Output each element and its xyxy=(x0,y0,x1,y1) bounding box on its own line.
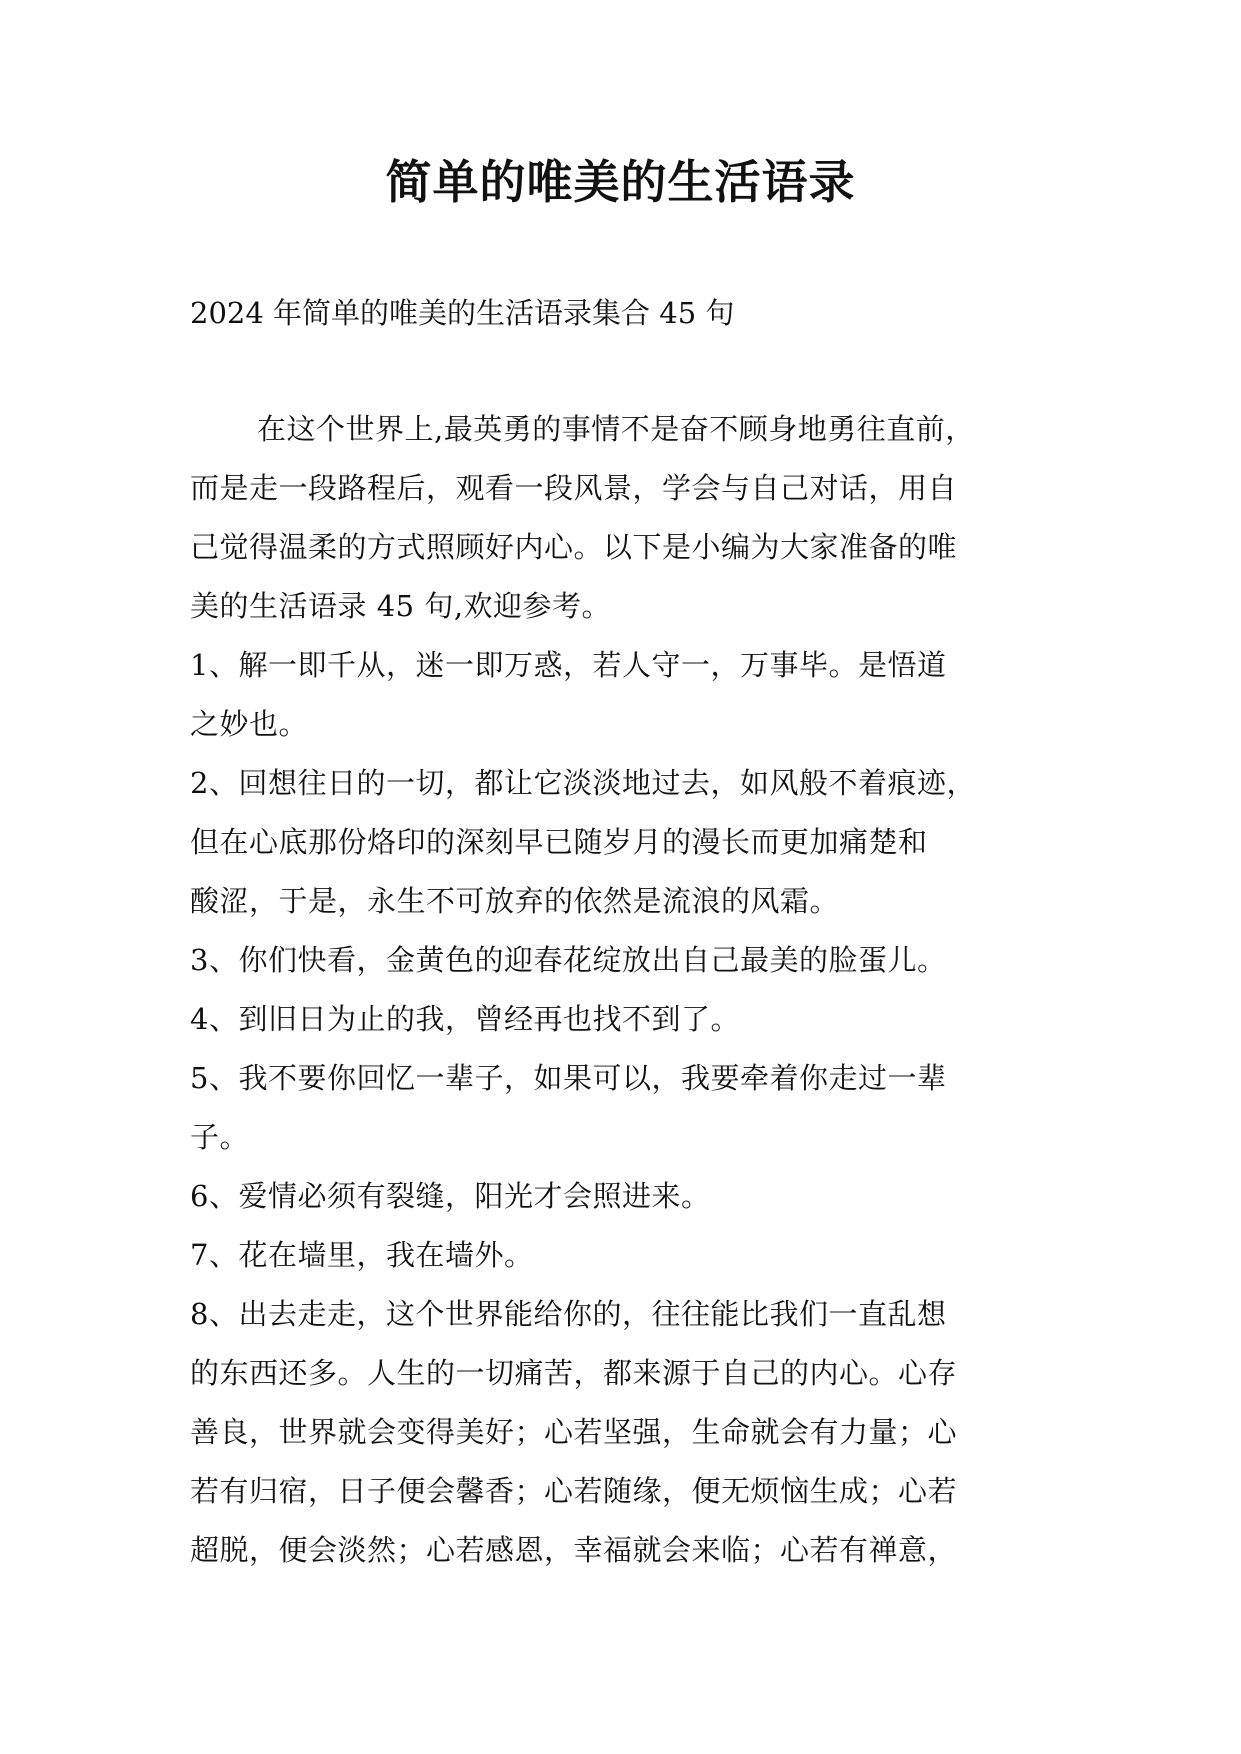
body-line: 而是走一段路程后，观看一段风景，学会与自己对话，用自 xyxy=(190,471,958,505)
body-line: 若有归宿，日子便会馨香；心若随缘，便无烦恼生成；心若 xyxy=(190,1474,958,1508)
body-line: 善良，世界就会变得美好；心若坚强，生命就会有力量；心 xyxy=(190,1415,958,1449)
body-line: 酸涩，于是，永生不可放弃的依然是流浪的风霜。 xyxy=(190,884,840,918)
body-line: 3、你们快看，金黄色的迎春花绽放出自己最美的脸蛋儿。 xyxy=(190,943,947,977)
page-title: 简单的唯美的生活语录 xyxy=(385,155,856,209)
body-line: 超脱，便会淡然；心若感恩，幸福就会来临；心若有禅意， xyxy=(190,1533,958,1567)
body-line: 1、解一即千从，迷一即万惑，若人守一，万事毕。是悟道 xyxy=(190,648,947,682)
body-line: 的东西还多。人生的一切痛苦，都来源于自己的内心。心存 xyxy=(190,1356,958,1390)
body-line: 6、爱情必须有裂缝，阳光才会照进来。 xyxy=(190,1179,711,1213)
document-body xyxy=(190,409,1070,1589)
page-subtitle: 2024 年简单的唯美的生活语录集合 45 句 xyxy=(190,296,735,330)
body-line: 8、出去走走，这个世界能给你的，往往能比我们一直乱想 xyxy=(190,1297,947,1331)
body-line: 4、到旧日为止的我，曾经再也找不到了。 xyxy=(190,1002,740,1036)
body-line: 之妙也。 xyxy=(190,707,309,741)
body-line: 在这个世界上,最英勇的事情不是奋不顾身地勇往直前， xyxy=(257,412,975,446)
body-line: 子。 xyxy=(190,1120,250,1154)
body-line: 美的生活语录 45 句,欢迎参考。 xyxy=(190,589,612,623)
body-line: 2、回想往日的一切，都让它淡淡地过去，如风般不着痕迹， xyxy=(190,766,976,800)
body-line: 7、花在墙里，我在墙外。 xyxy=(190,1238,534,1272)
body-line: 但在心底那份烙印的深刻早已随岁月的漫长而更加痛楚和 xyxy=(190,825,928,859)
body-line: 己觉得温柔的方式照顾好内心。以下是小编为大家准备的唯 xyxy=(190,530,958,564)
body-line: 5、我不要你回忆一辈子，如果可以，我要牵着你走过一辈 xyxy=(190,1061,947,1095)
